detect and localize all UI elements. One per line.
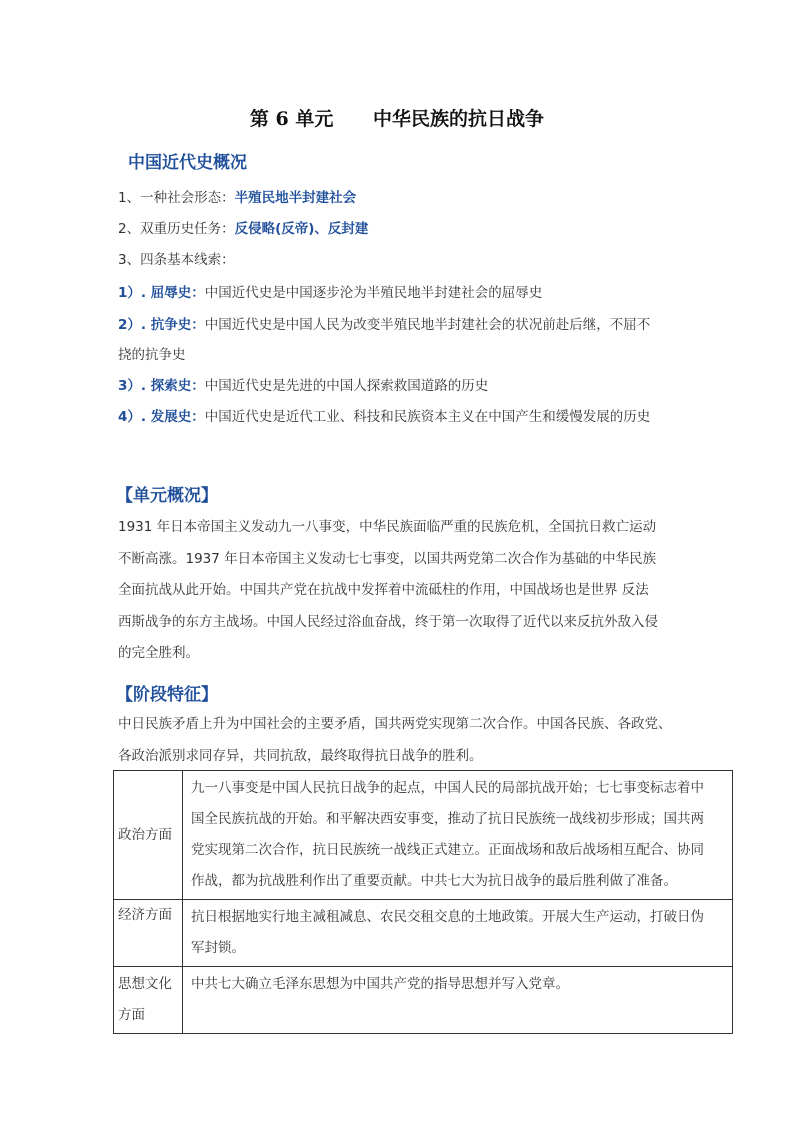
thread-text: 中国近代史是先进的中国人探索救国道路的历史 — [204, 378, 489, 394]
paragraph-line: 全面抗战从此开始。中国共产党在抗战中发挥着中流砥柱的作用，中国战场也是世界 反法 — [118, 582, 649, 598]
content-line: 九一八事变是中国人民抗日战争的起点，中国人民的局部抗战开始；七七事变标志着中 — [191, 780, 704, 796]
list-item — [118, 217, 368, 237]
list-item — [118, 186, 356, 206]
row-label: 经济方面 — [114, 900, 183, 967]
row-content — [183, 967, 733, 1034]
item-highlight: 半殖民地半封建社会 — [234, 190, 357, 206]
table-row — [114, 771, 733, 900]
section-heading-overview: 中国近代史概况 — [128, 153, 247, 173]
table-row — [114, 900, 733, 967]
thread-label: 1）. 屈辱史： — [118, 285, 205, 301]
stage-paragraph — [118, 709, 688, 772]
row-content — [183, 900, 733, 967]
item-prefix: 1、一种社会形态： — [118, 190, 235, 206]
item-prefix: 3、四条基本线索： — [118, 252, 235, 268]
thread-item — [118, 313, 650, 333]
thread-item — [118, 281, 542, 301]
section-heading-unit-overview: 【单元概况】 — [116, 486, 218, 506]
paragraph-line: 不断高涨。1937 年日本帝国主义发动七七事变，以国共两党第二次合作为基础的中华民族 — [118, 550, 657, 567]
paragraph-line: 中日民族矛盾上升为中国社会的主要矛盾，国共两党实现第二次合作。中国各民族、各政党、 — [118, 716, 672, 732]
row-label: 思想文化方面 — [114, 967, 183, 1034]
paragraph-line: 各政治派别求同存异，共同抗敌，最终取得抗日战争的胜利。 — [118, 747, 483, 764]
content-line: 军封锁。 — [191, 940, 245, 956]
list-item — [118, 248, 235, 268]
paragraph-line: 西斯战争的东方主战场。中国人民经过浴血奋战，终于第一次取得了近代以来反抗外敌入侵 — [118, 613, 658, 630]
thread-text: 中国近代史是近代工业、科技和民族资本主义在中国产生和缓慢发展的历史 — [204, 409, 651, 425]
content-line: 中共七大确立毛泽东思想为中国共产党的指导思想并写入党章。 — [191, 976, 569, 992]
content-line: 国全民族抗战的开始。和平解决西安事变，推动了抗日民族统一战线初步形成；国共两 — [191, 811, 704, 827]
thread-label: 4）. 发展史： — [118, 409, 205, 425]
content-line: 作战，都为抗战胜利作出了重要贡献。中共七大为抗日战争的最后胜利做了准备。 — [191, 873, 677, 889]
thread-continuation: 挠的抗争史 — [118, 347, 186, 363]
thread-item — [118, 374, 488, 394]
thread-label: 3）. 探索史： — [118, 378, 205, 394]
paragraph-line: 1931 年日本帝国主义发动九一八事变，中华民族面临严重的民族危机，全国抗日救亡运动 — [118, 519, 657, 535]
thread-item — [118, 405, 650, 425]
item-prefix: 2、双重历史任务： — [118, 221, 235, 237]
content-line: 党实现第二次合作，抗日民族统一战线正式建立。正面战场和敌后战场相互配合、协同 — [191, 842, 704, 858]
page-title: 第 6 单元 中华民族的抗日战争 — [249, 108, 545, 130]
stage-features-table — [113, 770, 733, 1034]
unit-overview-paragraph — [118, 512, 688, 670]
thread-label: 2）. 抗争史： — [118, 317, 205, 333]
item-highlight: 反侵略(反帝)、反封建 — [234, 221, 369, 237]
section-heading-stage: 【阶段特征】 — [116, 685, 218, 705]
content-line: 抗日根据地实行地主减租减息、农民交租交息的土地政策。开展大生产运动，打破日伪 — [191, 909, 704, 925]
thread-text: 中国近代史是中国逐步沦为半殖民地半封建社会的屈辱史 — [204, 285, 543, 301]
table-row — [114, 967, 733, 1034]
row-content — [183, 771, 733, 900]
row-label: 政治方面 — [114, 771, 183, 900]
paragraph-line: 的完全胜利。 — [118, 645, 199, 661]
thread-text: 中国近代史是中国人民为改变半殖民地半封建社会的状况前赴后继，不屈不 — [204, 317, 651, 333]
